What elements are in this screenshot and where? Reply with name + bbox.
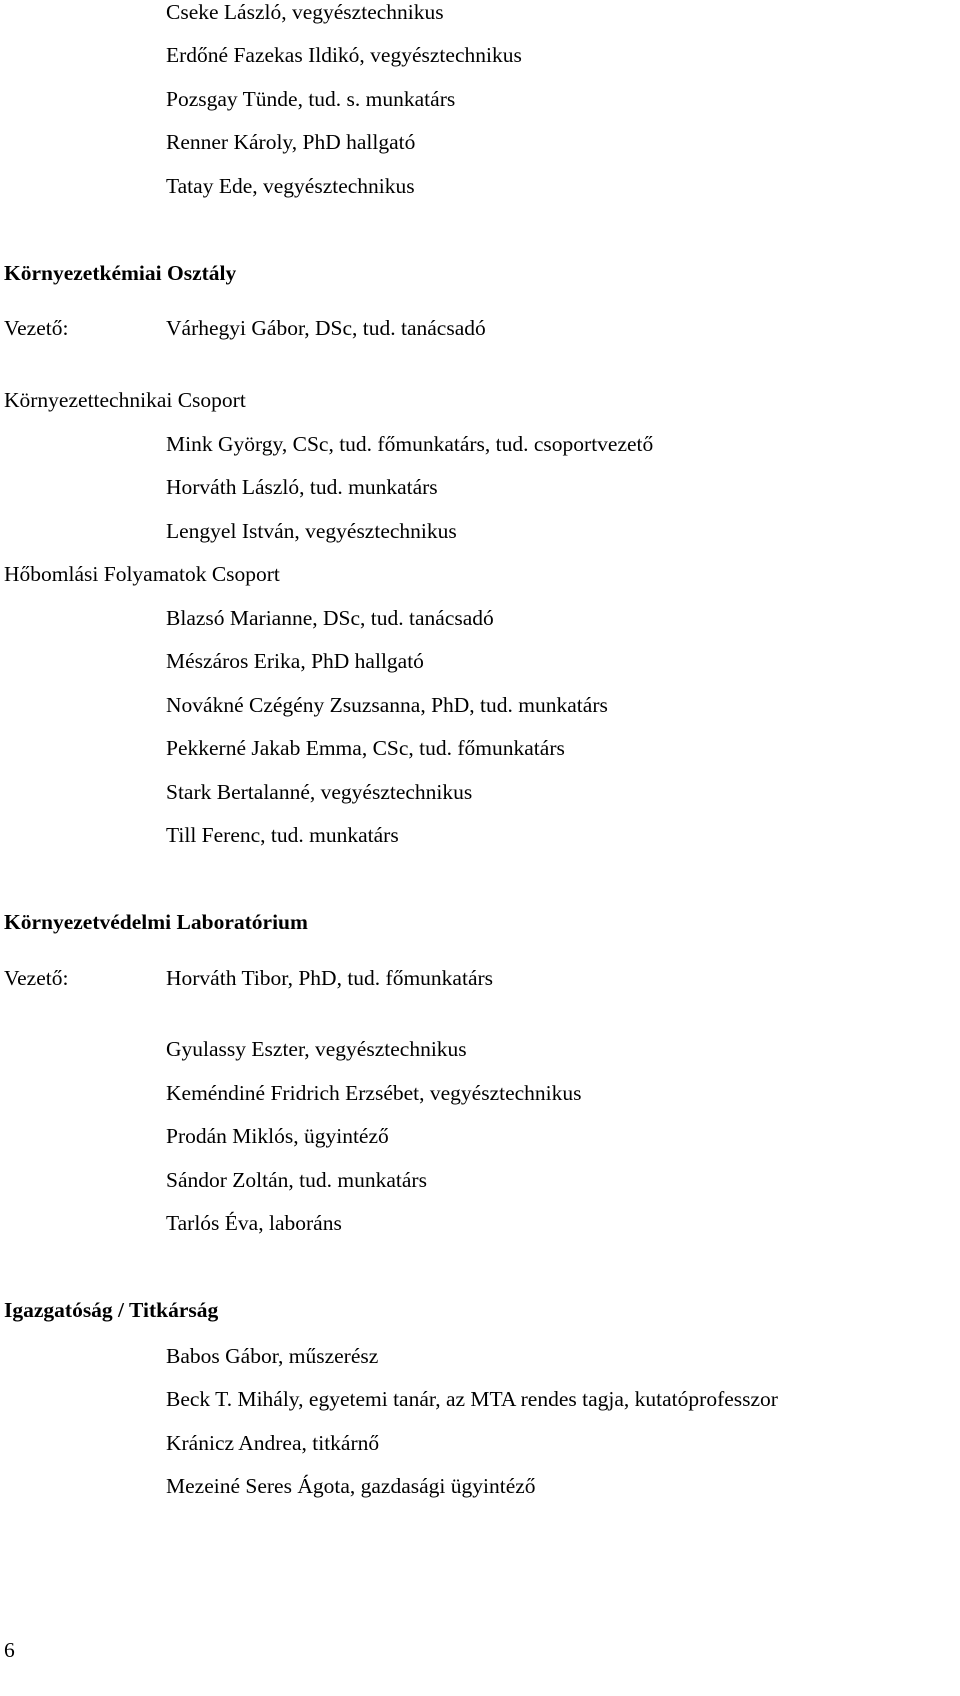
person-line: Lengyel István, vegyésztechnikus (166, 519, 457, 543)
leader-name: Várhegyi Gábor, DSc, tud. tanácsadó (166, 316, 486, 340)
leader-label: Vezető: (4, 966, 69, 990)
person-line: Novákné Czégény Zsuzsanna, PhD, tud. munkatárs (166, 693, 608, 717)
department-heading: Környezetkémiai Osztály (4, 261, 237, 285)
person-line: Till Ferenc, tud. munkatárs (166, 823, 399, 847)
person-line: Pekkerné Jakab Emma, CSc, tud. főmunkatárs (166, 736, 565, 760)
group-heading: Hőbomlási Folyamatok Csoport (4, 562, 280, 586)
page-number: 6 (4, 1638, 15, 1662)
leader-name: Horváth Tibor, PhD, tud. főmunkatárs (166, 966, 494, 990)
department-heading: Igazgatóság / Titkárság (4, 1298, 219, 1322)
person-line: Blazsó Marianne, DSc, tud. tanácsadó (166, 606, 494, 630)
person-line: Tarlós Éva, laboráns (166, 1211, 342, 1235)
person-line: Cseke László, vegyésztechnikus (166, 0, 444, 24)
person-line: Prodán Miklós, ügyintéző (166, 1124, 389, 1148)
person-line: Pozsgay Tünde, tud. s. munkatárs (166, 87, 456, 111)
leader-label: Vezető: (4, 316, 69, 340)
person-line: Tatay Ede, vegyésztechnikus (166, 174, 415, 198)
person-line: Renner Károly, PhD hallgató (166, 130, 416, 154)
person-line: Horváth László, tud. munkatárs (166, 475, 438, 499)
person-line: Kránicz Andrea, titkárnő (166, 1431, 380, 1455)
department-heading: Környezetvédelmi Laboratórium (4, 910, 308, 934)
person-line: Erdőné Fazekas Ildikó, vegyésztechnikus (166, 43, 522, 67)
person-line: Babos Gábor, műszerész (166, 1344, 379, 1368)
person-line: Beck T. Mihály, egyetemi tanár, az MTA rendes tagja, kutatóprofesszor (166, 1387, 778, 1411)
person-line: Mészáros Erika, PhD hallgató (166, 649, 424, 673)
person-line: Gyulassy Eszter, vegyésztechnikus (166, 1037, 467, 1061)
person-line: Mink György, CSc, tud. főmunkatárs, tud. csoportvezető (166, 432, 654, 456)
person-line: Sándor Zoltán, tud. munkatárs (166, 1168, 427, 1192)
person-line: Stark Bertalanné, vegyésztechnikus (166, 780, 473, 804)
group-heading: Környezettechnikai Csoport (4, 388, 246, 412)
person-line: Keméndiné Fridrich Erzsébet, vegyésztechnikus (166, 1081, 582, 1105)
person-line: Mezeiné Seres Ágota, gazdasági ügyintéző (166, 1474, 536, 1498)
